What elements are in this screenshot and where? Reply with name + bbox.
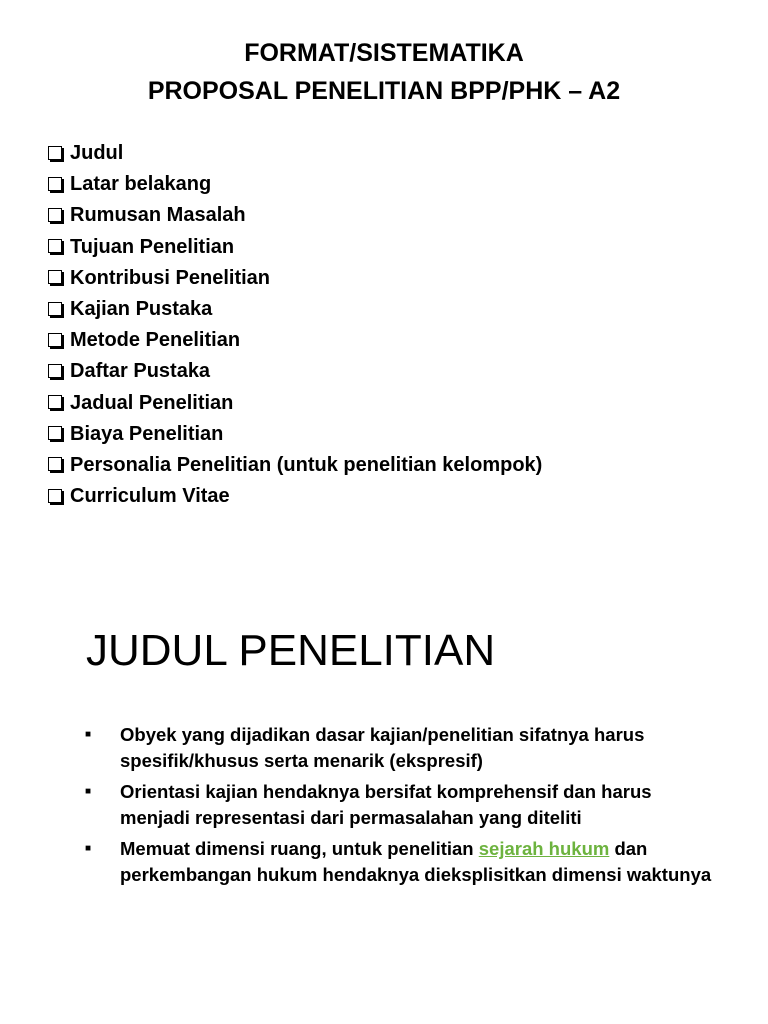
bullet-text: Orientasi kajian hendaknya bersifat komprehensif dan harus menjadi representasi dari permasalahan yang diteliti	[120, 781, 652, 828]
slide-title-line-2: PROPOSAL PENELITIAN BPP/PHK – A2	[147, 77, 621, 105]
square-bullet-icon: ■	[85, 786, 92, 797]
slide-2-title: JUDUL PENELITIAN	[86, 626, 496, 675]
checklist-item	[48, 169, 542, 200]
checkbox-icon	[48, 395, 62, 409]
bullet-list	[85, 722, 725, 893]
checklist-item-label: Kajian Pustaka	[70, 298, 213, 321]
bullet-text	[120, 836, 725, 887]
square-bullet-icon: ■	[85, 729, 92, 740]
checklist-item	[48, 325, 542, 356]
checklist-item-label: Daftar Pustaka	[70, 360, 211, 383]
checkbox-icon	[48, 489, 62, 503]
checkbox-icon	[48, 270, 62, 284]
checklist-item-label: Kontribusi Penelitian	[70, 266, 271, 289]
checklist-item-label: Metode Penelitian	[70, 329, 241, 352]
checklist-item	[48, 356, 542, 387]
sejarah-hukum-link[interactable]: sejarah hukum	[478, 838, 610, 859]
slide-title-line-1: FORMAT/SISTEMATIKA	[244, 39, 524, 67]
bullet-text: Obyek yang dijadikan dasar kajian/penelitian sifatnya harus spesifik/khusus serta menarik (ekspresif)	[120, 724, 645, 771]
checkbox-icon	[48, 146, 62, 160]
checkbox-icon	[48, 364, 62, 378]
bullet-item	[85, 836, 725, 887]
checklist-item	[48, 419, 542, 450]
checkbox-icon	[48, 333, 62, 347]
checkbox-icon	[48, 302, 62, 316]
checklist-item-label: Personalia Penelitian (untuk penelitian kelompok)	[70, 453, 543, 476]
bullet-item	[85, 779, 725, 830]
checklist-item-label: Biaya Penelitian	[70, 422, 224, 445]
checkbox-icon	[48, 457, 62, 471]
checklist-item	[48, 294, 542, 325]
checklist-item-label: Tujuan Penelitian	[70, 235, 235, 258]
checklist-item-label: Curriculum Vitae	[70, 485, 230, 508]
checklist-item	[48, 200, 542, 231]
square-bullet-icon: ■	[85, 843, 92, 854]
checkbox-icon	[48, 239, 62, 253]
checklist-item-label: Judul	[70, 142, 124, 165]
bullet-text-before-link: Memuat dimensi ruang, untuk penelitian	[120, 838, 479, 859]
bullet-text-after-link: dan perkembangan hukum hendaknya dieksplisitkan dimensi waktunya	[120, 838, 712, 885]
checklist-item	[48, 481, 542, 512]
checklist-item	[48, 450, 542, 481]
checklist-item	[48, 138, 542, 169]
bullet-item	[85, 722, 725, 773]
checklist-item	[48, 263, 542, 294]
checklist-item-label: Latar belakang	[70, 173, 212, 196]
checklist-item	[48, 388, 542, 419]
checklist-item-label: Rumusan Masalah	[70, 204, 246, 227]
checklist-item-label: Jadual Penelitian	[70, 391, 234, 414]
checklist-item	[48, 232, 542, 263]
checkbox-icon	[48, 177, 62, 191]
checkbox-icon	[48, 208, 62, 222]
checkbox-icon	[48, 426, 62, 440]
checklist	[48, 138, 542, 512]
